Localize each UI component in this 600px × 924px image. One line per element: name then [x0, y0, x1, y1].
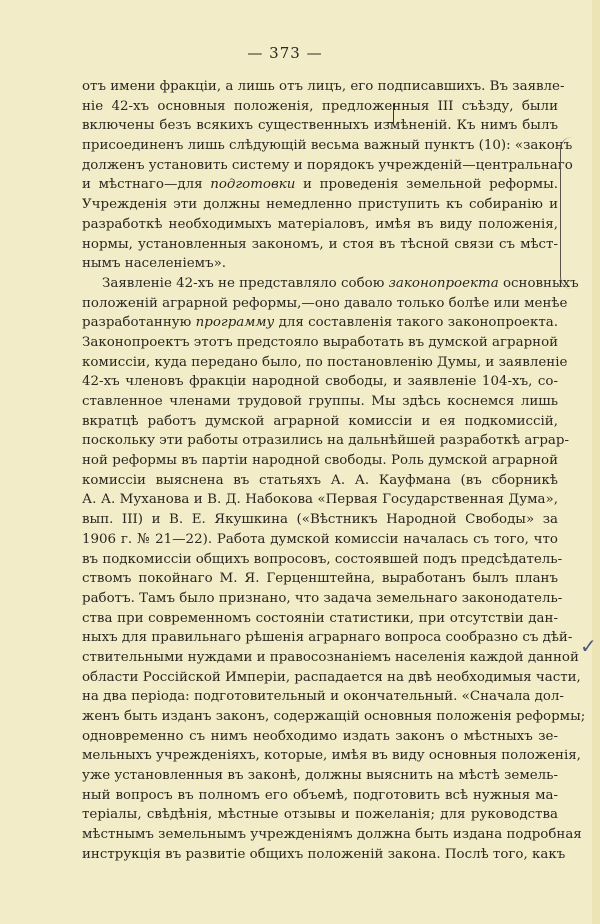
- text-segment: Заявленіе 42-хъ не представляло собою: [102, 275, 389, 291]
- text-line: комиссіи, куда передано было, по постановленію Думы, и заявленіе: [82, 354, 568, 370]
- text-line: работъ. Тамъ было признано, что задача земельнаго законодатель-: [82, 590, 563, 606]
- text-line: ныхъ для правильнаго рѣшенія аграрнаго вопроса сообразно съ дѣй-: [82, 630, 573, 646]
- text-segment: для составленія такого законопроекта.: [274, 315, 558, 331]
- text-line: [82, 313, 558, 333]
- italic-emphasis: программу: [195, 315, 275, 331]
- text-line: положеній аграрной реформы,—оно давало только болѣе или менѣе: [82, 295, 568, 311]
- text-line: присоединенъ лишь слѣдующій весьма важный пунктъ (10): «законъ: [82, 138, 573, 154]
- text-line: теріалы, свѣдѣнія, мѣстные отзывы и пожеланія; для руководства: [82, 807, 558, 823]
- text-line: Законопроектъ этотъ предстояло выработать въ думской аграрной: [82, 334, 559, 350]
- text-line: ніе 42-хъ основныя положенія, предложенныя III съѣзду, были: [82, 98, 558, 114]
- page-number: — 373 —: [247, 44, 323, 62]
- scan-edge: [592, 0, 600, 924]
- text-line: на два періода: подготовительный и окончательный. «Сначала дол-: [82, 689, 564, 705]
- text-line: въ подкомиссіи общихъ вопросовъ, состоявшей подъ предсѣдатель-: [82, 551, 563, 567]
- text-line: 42-хъ членовъ фракціи народной свободы, и заявленіе 104-хъ, со-: [82, 374, 558, 390]
- italic-emphasis: законопроекта: [388, 275, 499, 291]
- body-text: [82, 77, 586, 865]
- text-segment: и мѣстнаго—для: [82, 177, 211, 193]
- text-segment: и проведенія земельной реформы.: [295, 177, 559, 193]
- text-line: комиссіи выяснена въ статьяхъ А. А. Кауфмана (въ сборникѣ: [82, 472, 558, 488]
- text-line: мельныхъ учрежденіяхъ, которые, имѣя въ виду основныя положенія,: [82, 748, 581, 764]
- handwritten-brace-mark: [560, 137, 575, 289]
- text-line: включены безъ всякихъ существенныхъ измѣненій. Къ нимъ былъ: [82, 118, 558, 134]
- text-line: вкратцѣ работъ думской аграрной комиссіи и ея подкомиссій,: [82, 413, 558, 429]
- text-line: [82, 274, 579, 294]
- text-line: вып. III) и В. Е. Якушкина («Вѣстникъ Народной Свободы» за: [82, 512, 558, 528]
- text-line: поскольку эти работы отразились на дальнѣйшей разработкѣ аграр-: [82, 433, 570, 449]
- text-line: [82, 175, 558, 195]
- text-line: мѣстнымъ земельнымъ учрежденіямъ должна быть издана подробная: [82, 827, 582, 843]
- text-segment: разработанную: [82, 315, 196, 331]
- text-line: ства при современномъ состояніи статистики, при отсутствіи дан-: [82, 610, 558, 626]
- handwritten-checkmark-icon: ✓: [580, 634, 597, 658]
- text-line: одновременно съ нимъ необходимо издать законъ о мѣстныхъ зе-: [82, 728, 558, 744]
- text-line: ствомъ покойнаго М. Я. Герценштейна, выработанъ былъ планъ: [82, 571, 558, 587]
- text-line: уже установленныя въ законѣ, должны выяснить на мѣстѣ земель-: [82, 768, 558, 784]
- text-line: долженъ установить систему и порядокъ учрежденій—центральнаго: [82, 157, 573, 173]
- text-line: ной реформы въ партіи народной свободы. Роль думской аграрной: [82, 453, 558, 469]
- text-line: ный вопросъ въ полномъ его объемѣ, подготовить всѣ нужныя ма-: [82, 787, 558, 803]
- text-line: А. А. Муханова и В. Д. Набокова «Первая Государственная Дума»,: [82, 492, 558, 508]
- italic-emphasis: подготовки: [210, 177, 296, 193]
- handwritten-bracket-mark: [387, 104, 394, 123]
- text-line: отъ имени фракціи, а лишь отъ лицъ, его подписавшихъ. Въ заявле-: [82, 79, 565, 94]
- text-line: ставленное членами трудовой группы. Мы здѣсь коснемся лишь: [82, 394, 558, 409]
- text-line: ствительными нуждами и правосознаніемъ населенія каждой данной: [82, 649, 579, 665]
- text-line: области Россійской Имперіи, распадается на двѣ необходимыя части,: [82, 669, 581, 685]
- text-line: инструкція въ развитіе общихъ положеній закона. Послѣ того, какъ: [82, 846, 566, 862]
- text-line: нымъ населеніемъ».: [82, 256, 227, 272]
- text-segment: основныхъ: [498, 275, 579, 291]
- text-line: 1906 г. № 21—22). Работа думской комиссіи началась съ того, что: [82, 531, 558, 547]
- text-line: Учрежденія эти должны немедленно приступить къ собиранію и: [82, 197, 558, 213]
- text-line: женъ быть изданъ законъ, содержащій основныя положенія реформы;: [82, 709, 586, 724]
- text-line: разработкѣ необходимыхъ матеріаловъ, имѣя въ виду положенія,: [82, 216, 558, 232]
- text-line: нормы, установленныя закономъ, и стоя въ тѣсной связи съ мѣст-: [82, 236, 558, 252]
